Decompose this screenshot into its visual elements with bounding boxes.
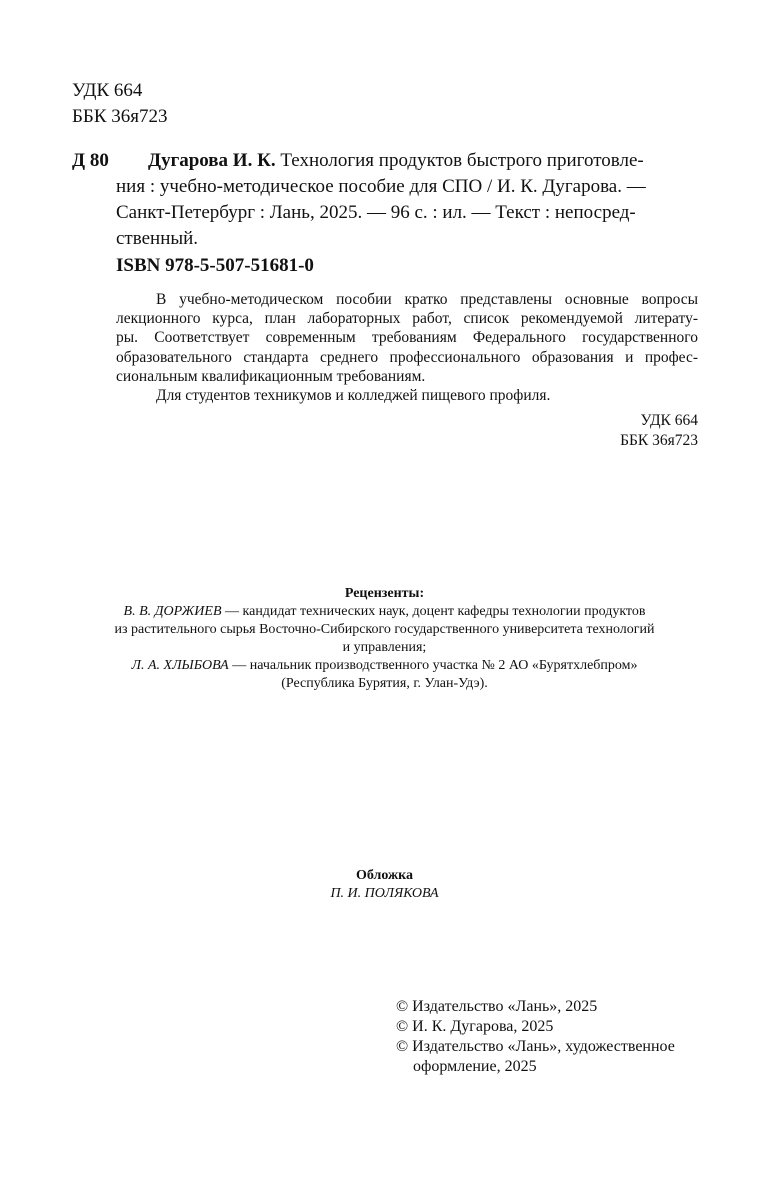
abstract-line-4: образовательного стандарта среднего профессионального образования и профес- bbox=[116, 348, 698, 366]
reviewers bbox=[0, 585, 769, 693]
reviewer-2-position: — начальник производственного участка № 2 АО «Бурятхлебпром» bbox=[228, 658, 638, 673]
cover-heading: Обложка bbox=[355, 868, 414, 883]
reviewer-1-name: В. В. ДОРЖИЕВ bbox=[123, 604, 222, 619]
reviewer-1-line-2: из растительного сырья Восточно-Сибирского государственного университета технологий bbox=[114, 622, 655, 637]
classification-right bbox=[620, 411, 698, 450]
abstract-line-2: лекционного курса, план лабораторных работ, список рекомендуемой литерату- bbox=[116, 310, 698, 328]
entry-author: Дугарова И. К. bbox=[148, 150, 276, 171]
reviewer-1-line-3: и управления; bbox=[342, 640, 427, 655]
abstract-audience: Для студентов техникумов и колледжей пищевого профиля. bbox=[156, 387, 551, 404]
copyright-line-1: © Издательство «Лань», 2025 bbox=[396, 998, 598, 1015]
reviewer-2-line-2: (Республика Бурятия, г. Улан-Удэ). bbox=[281, 676, 488, 691]
entry-line-4: ственный. bbox=[116, 228, 199, 249]
reviewers-heading: Рецензенты: bbox=[344, 586, 425, 601]
abstract-line-1: В учебно-методическом пособии кратко представлены основные вопросы bbox=[156, 291, 698, 308]
reviewer-1-line-1 bbox=[0, 603, 769, 621]
bbk-code: ББК 36я723 bbox=[72, 106, 168, 127]
entry-line-1 bbox=[148, 148, 644, 174]
udc-code-right: УДК 664 bbox=[640, 412, 698, 429]
reviewer-2-line-1 bbox=[0, 657, 769, 675]
copyright-block bbox=[396, 997, 675, 1077]
abstract-line-5: сиональным квалификационным требованиям. bbox=[116, 367, 426, 385]
classification-top bbox=[72, 78, 167, 130]
entry-line-3: Санкт-Петербург : Лань, 2025. — 96 с. : ил. — Текст : непосред- bbox=[116, 202, 636, 223]
copyright-line-3: © Издательство «Лань», художественное bbox=[396, 1038, 675, 1055]
reviewer-1-position: — кандидат технических наук, доцент кафедры технологии продуктов bbox=[221, 604, 646, 619]
copyright-line-4: оформление, 2025 bbox=[413, 1058, 537, 1075]
cover-designer: П. И. ПОЛЯКОВА bbox=[330, 886, 439, 901]
copyright-line-2: © И. К. Дугарова, 2025 bbox=[396, 1018, 554, 1035]
cover-credit bbox=[0, 867, 769, 903]
reviewer-2-name: Л. А. ХЛЫБОВА bbox=[131, 658, 229, 673]
author-mark: Д 80 bbox=[72, 150, 109, 171]
entry-line-2: ния : учебно-методическое пособие для СПО / И. К. Дугарова. — bbox=[116, 176, 646, 197]
isbn: ISBN 978-5-507-51681-0 bbox=[116, 255, 314, 276]
bbk-code-right: ББК 36я723 bbox=[620, 431, 698, 449]
abstract-line-3: ры. Соответствует современным требованиям Федерального государственного bbox=[116, 329, 698, 347]
entry-title-start: Технология продуктов быстрого приготовле- bbox=[280, 150, 644, 171]
udc-code: УДК 664 bbox=[72, 80, 143, 101]
